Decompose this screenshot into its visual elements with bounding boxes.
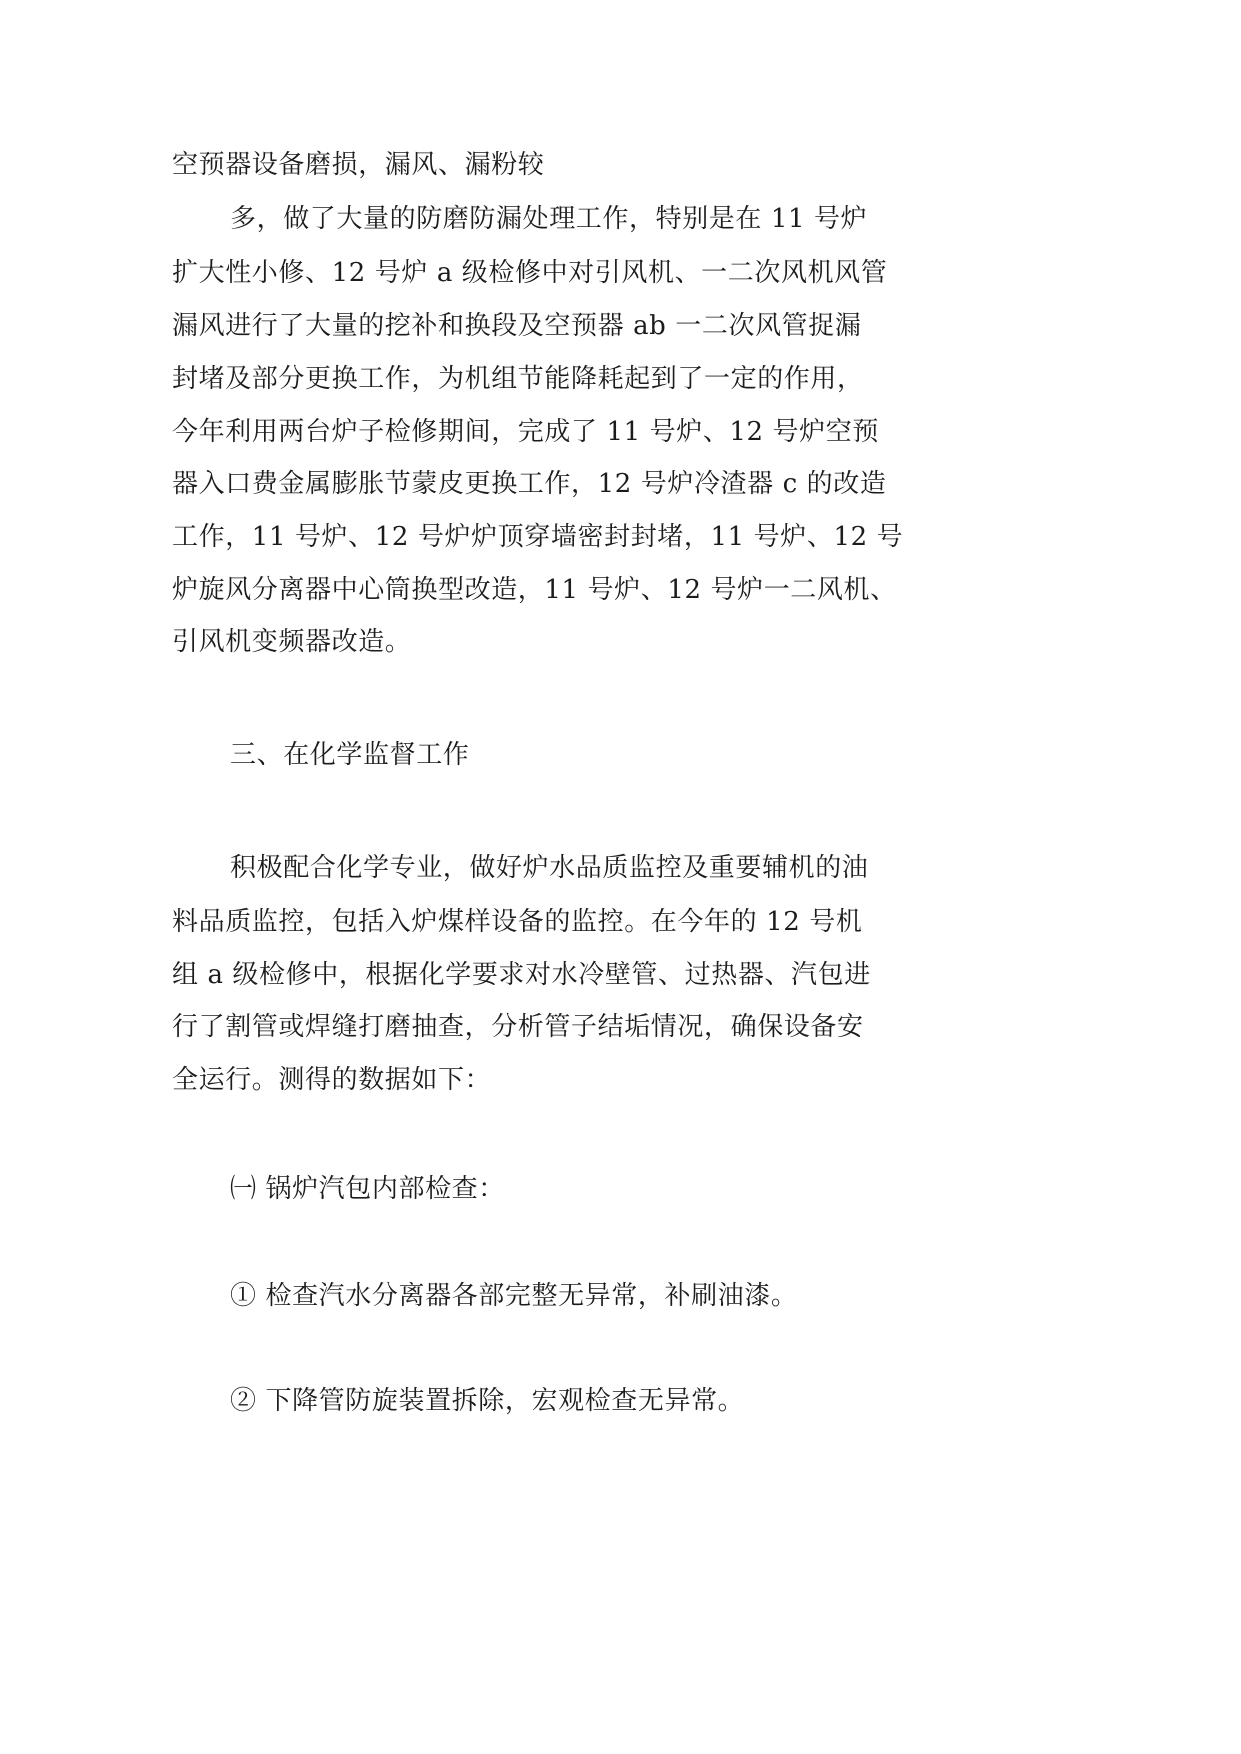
list-item: ① 检查汽水分离器各部完整无异常，补刷油漆。 xyxy=(230,1281,798,1311)
text-line: 引风机变频器改造。 xyxy=(172,627,412,657)
text-line: 工作，11 号炉、12 号炉炉顶穿墙密封封堵，11 号炉、12 号 xyxy=(172,522,904,552)
text-line: 全运行。测得的数据如下： xyxy=(172,1065,492,1095)
text-line: 漏风进行了大量的挖补和换段及空预器 ab 一二次风管捉漏 xyxy=(172,311,862,341)
text-line: 炉旋风分离器中心筒换型改造，11 号炉、12 号炉一二风机、 xyxy=(172,575,897,605)
text-line: 封堵及部分更换工作，为机组节能降耗起到了一定的作用， xyxy=(172,364,864,394)
text-line: 今年利用两台炉子检修期间，完成了 11 号炉、12 号炉空预 xyxy=(172,417,879,447)
text-line: 行了割管或焊缝打磨抽查，分析管子结垢情况，确保设备安 xyxy=(172,1012,864,1042)
section-heading: 三、在化学监督工作 xyxy=(230,740,470,770)
text-line: 空预器设备磨损，漏风、漏粉较 xyxy=(172,150,545,180)
text-line: 扩大性小修、12 号炉 a 级检修中对引风机、一二次风机风管 xyxy=(172,258,888,288)
text-line: 料品质监控，包括入炉煤样设备的监控。在今年的 12 号机 xyxy=(172,907,863,937)
paragraph-first-line: 多，做了大量的防磨防漏处理工作，特别是在 11 号炉 xyxy=(230,204,868,234)
text-line: 组 a 级检修中，根据化学要求对水冷壁管、过热器、汽包进 xyxy=(172,960,871,990)
subheading: ㈠ 锅炉汽包内部检查： xyxy=(230,1174,505,1204)
text-line: 器入口费金属膨胀节蒙皮更换工作，12 号炉冷渣器 c 的改造 xyxy=(172,469,887,499)
paragraph-first-line: 积极配合化学专业，做好炉水品质监控及重要辅机的油 xyxy=(230,853,869,883)
list-item: ② 下降管防旋装置拆除，宏观检查无异常。 xyxy=(230,1386,745,1416)
